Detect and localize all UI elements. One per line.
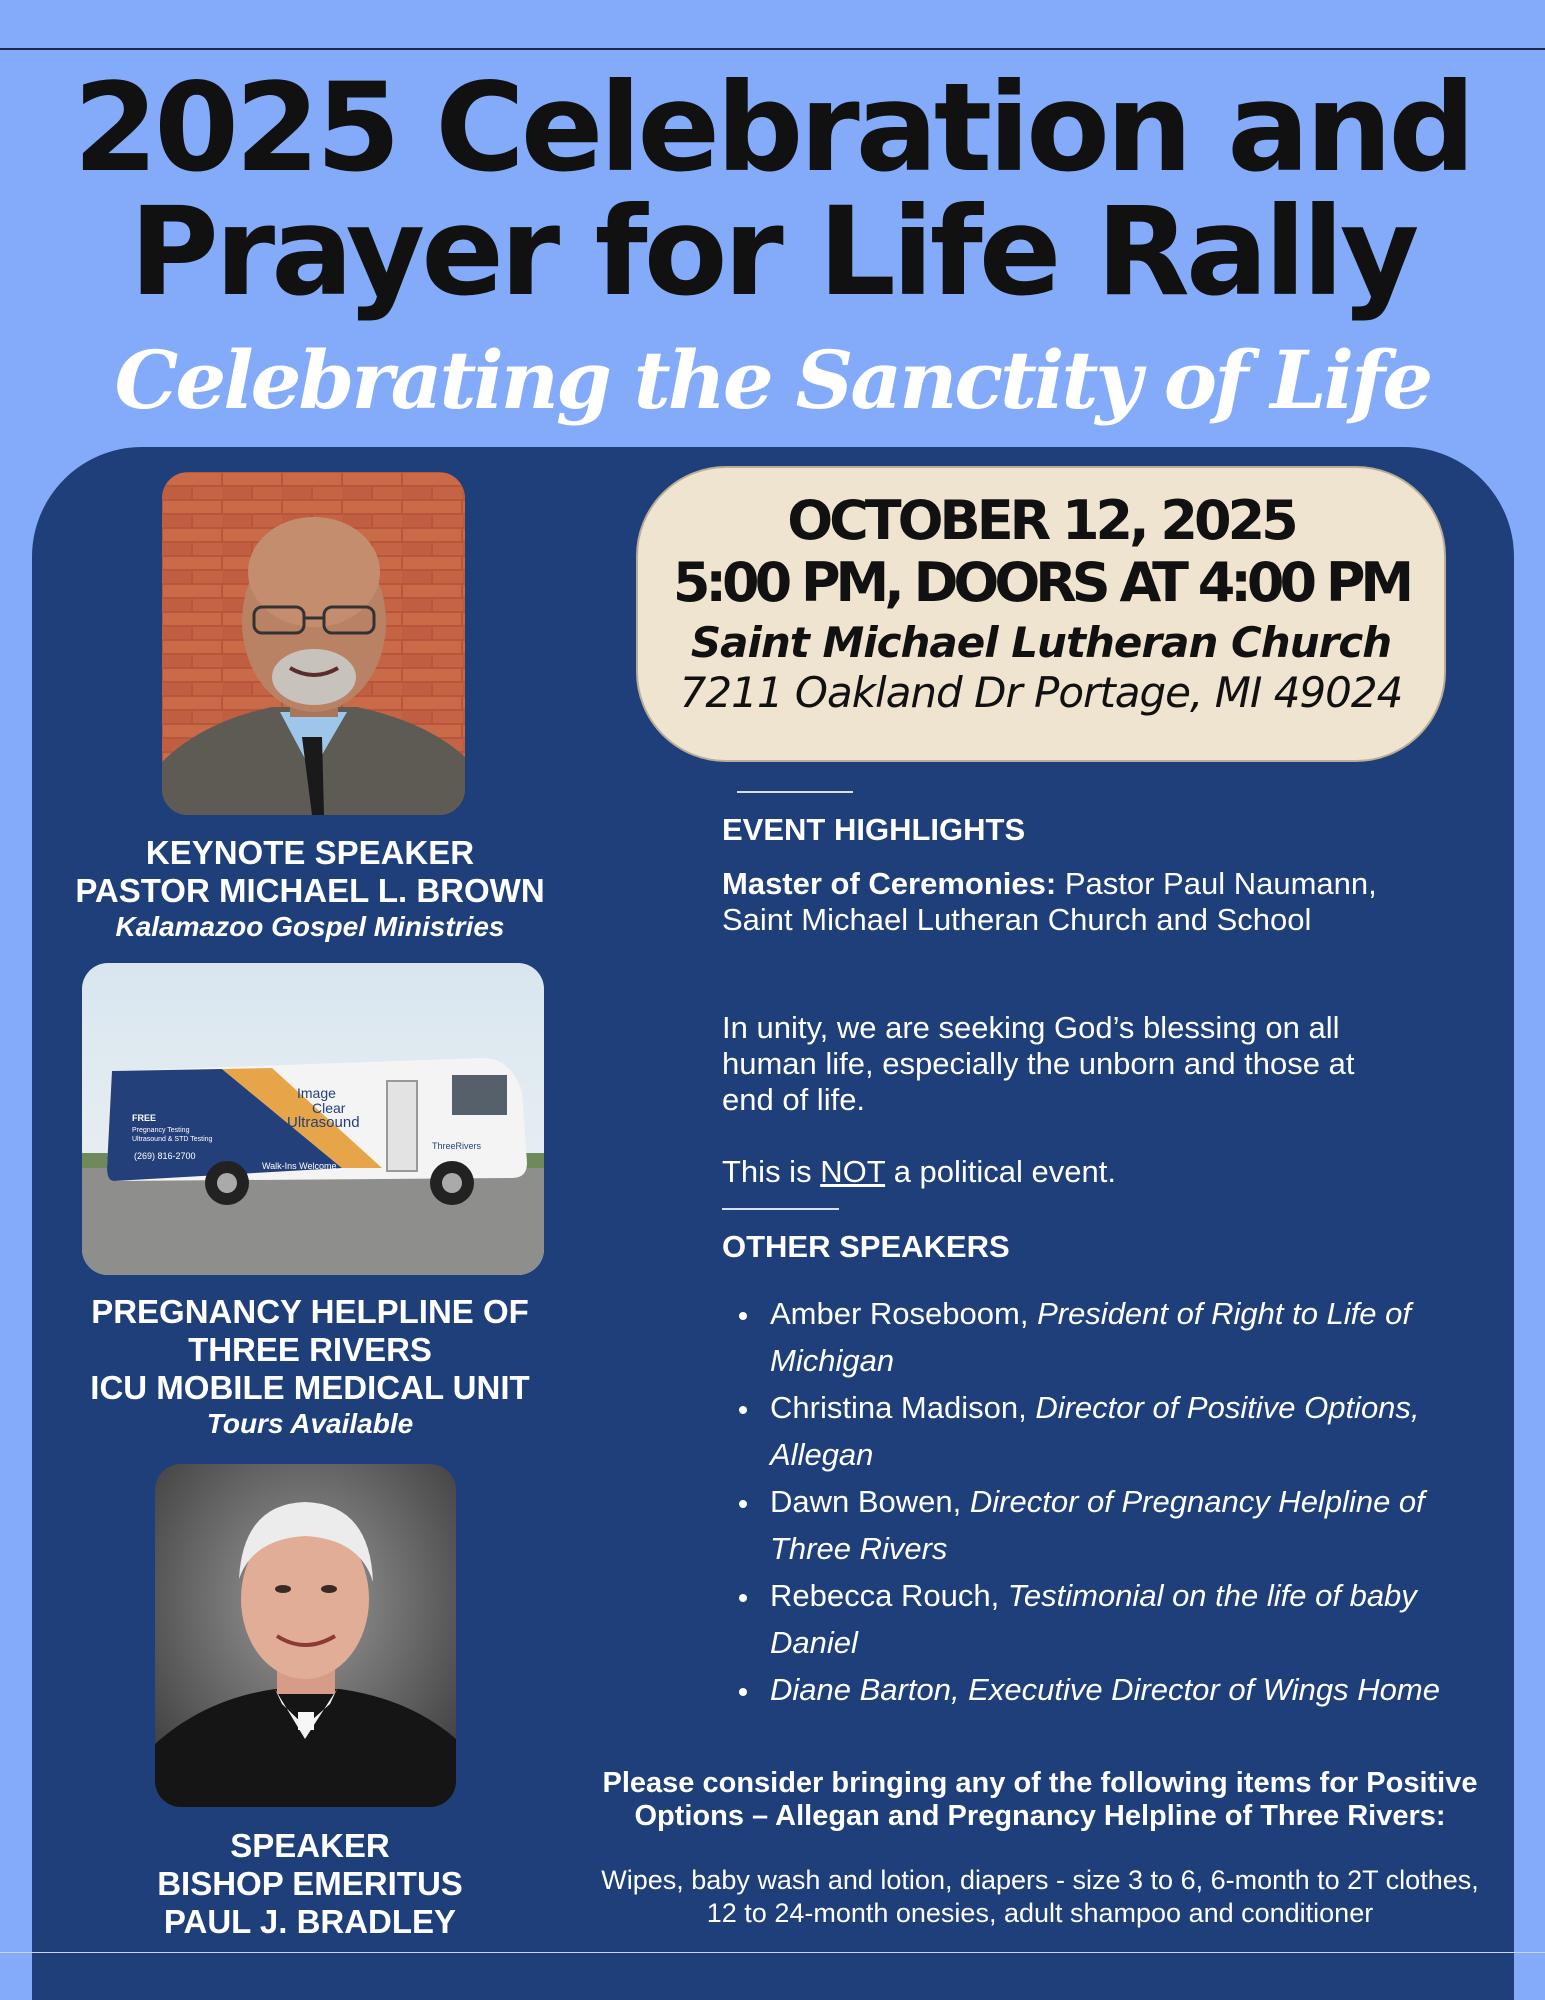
speaker-role: President of Right to Life of Michigan (770, 1296, 1412, 1378)
rv-free: FREE (132, 1113, 157, 1123)
bishop-title: BISHOP EMERITUS (157, 1865, 463, 1902)
other-speakers-list (722, 1290, 1482, 1713)
page-title (0, 57, 1545, 323)
mc-text: Pastor Paul Naumann, Saint Michael Lutheran Church and School (722, 866, 1377, 937)
bishop-role: SPEAKER (230, 1827, 390, 1864)
bishop-photo (155, 1464, 456, 1807)
list-item (722, 1572, 1482, 1666)
rv-brand-2: Clear (312, 1100, 346, 1116)
unity-statement: In unity, we are seeking God’s blessing on all human life, especially the unborn and those at end of life. (722, 1010, 1355, 1117)
bottom-divider (0, 1952, 1545, 1953)
keynote-caption (40, 834, 580, 944)
mobile-unit-line-3: ICU MOBILE MEDICAL UNIT (90, 1369, 530, 1406)
speaker-name: Christina Madison, (770, 1390, 1027, 1425)
speakers-divider (722, 1208, 839, 1210)
keynote-speaker-photo (162, 472, 465, 815)
speaker-role: Director of Positive Options, Allegan (770, 1390, 1420, 1472)
title-line-1: 2025 Celebration and (73, 57, 1472, 199)
speaker-name: Rebecca Rouch, (770, 1578, 1000, 1613)
donation-request: Please consider bringing any of the following items for Positive Options – Allegan and Pregnancy Helpline of Three Rivers: (602, 1767, 1478, 1832)
master-of-ceremonies (722, 866, 1412, 938)
rv-phone: (269) 816-2700 (134, 1151, 196, 1161)
speaker-name: Dawn Bowen, (770, 1484, 962, 1519)
mobile-unit-line-1: PREGNANCY HELPLINE OF (91, 1293, 529, 1330)
political-statement (722, 1154, 1412, 1190)
donation-items: Wipes, baby wash and lotion, diapers - size 3 to 6, 6-month to 2T clothes, 12 to 24-month onesies, adult shampoo and conditioner (601, 1865, 1479, 1928)
rv-walkins: Walk-Ins Welcome (262, 1161, 337, 1171)
speaker-role: Testimonial on the life of baby Daniel (770, 1578, 1417, 1660)
rv-brand-3: Ultrasound (287, 1114, 360, 1131)
event-time: 5:00 PM, DOORS AT 4:00 PM (672, 551, 1410, 614)
rv-three-rivers: ThreeRivers (432, 1141, 482, 1151)
rv-testing-2: Ultrasound & STD Testing (132, 1136, 213, 1143)
event-address: 7211 Oakland Dr Portage, MI 49024 (679, 668, 1403, 717)
event-date: OCTOBER 12, 2025 (787, 489, 1295, 552)
political-post: a political event. (885, 1154, 1116, 1189)
political-not: NOT (820, 1154, 886, 1189)
keynote-org: Kalamazoo Gospel Ministries (115, 911, 505, 942)
keynote-role: KEYNOTE SPEAKER (145, 834, 475, 871)
top-divider (0, 48, 1545, 50)
list-item (722, 1290, 1482, 1384)
list-item (722, 1666, 1482, 1713)
political-pre: This is (722, 1154, 821, 1189)
keynote-name: PASTOR MICHAEL L. BROWN (75, 872, 545, 909)
mc-label: Master of Ceremonies: (722, 866, 1057, 901)
speaker-name: Diane Barton, (770, 1672, 960, 1707)
event-venue: Saint Michael Lutheran Church (690, 618, 1392, 667)
other-speakers-heading: OTHER SPEAKERS (722, 1229, 1010, 1264)
bishop-name: PAUL J. BRADLEY (163, 1903, 457, 1940)
subtitle: Celebrating the Sanctity of Life (114, 333, 1431, 427)
mobile-unit-photo (82, 963, 544, 1275)
highlights-divider (737, 791, 853, 793)
speaker-role: Executive Director of Wings Home (959, 1672, 1440, 1707)
rv-brand-1: Image (297, 1085, 336, 1101)
speaker-role: Director of Pregnancy Helpline of Three Rivers (770, 1484, 1425, 1566)
mobile-unit-note: Tours Available (206, 1408, 414, 1439)
rv-testing-1: Pregnancy Testing (132, 1127, 190, 1134)
mobile-unit-caption (40, 1293, 580, 1441)
list-item (722, 1478, 1482, 1572)
highlights-heading: EVENT HIGHLIGHTS (722, 812, 1026, 847)
speaker-name: Amber Roseboom, (770, 1296, 1029, 1331)
event-date-box (636, 466, 1446, 762)
title-line-2: Prayer for Life Rally (129, 181, 1416, 323)
bishop-caption (40, 1827, 580, 1941)
list-item (722, 1384, 1482, 1478)
mobile-unit-line-2: THREE RIVERS (188, 1331, 432, 1368)
